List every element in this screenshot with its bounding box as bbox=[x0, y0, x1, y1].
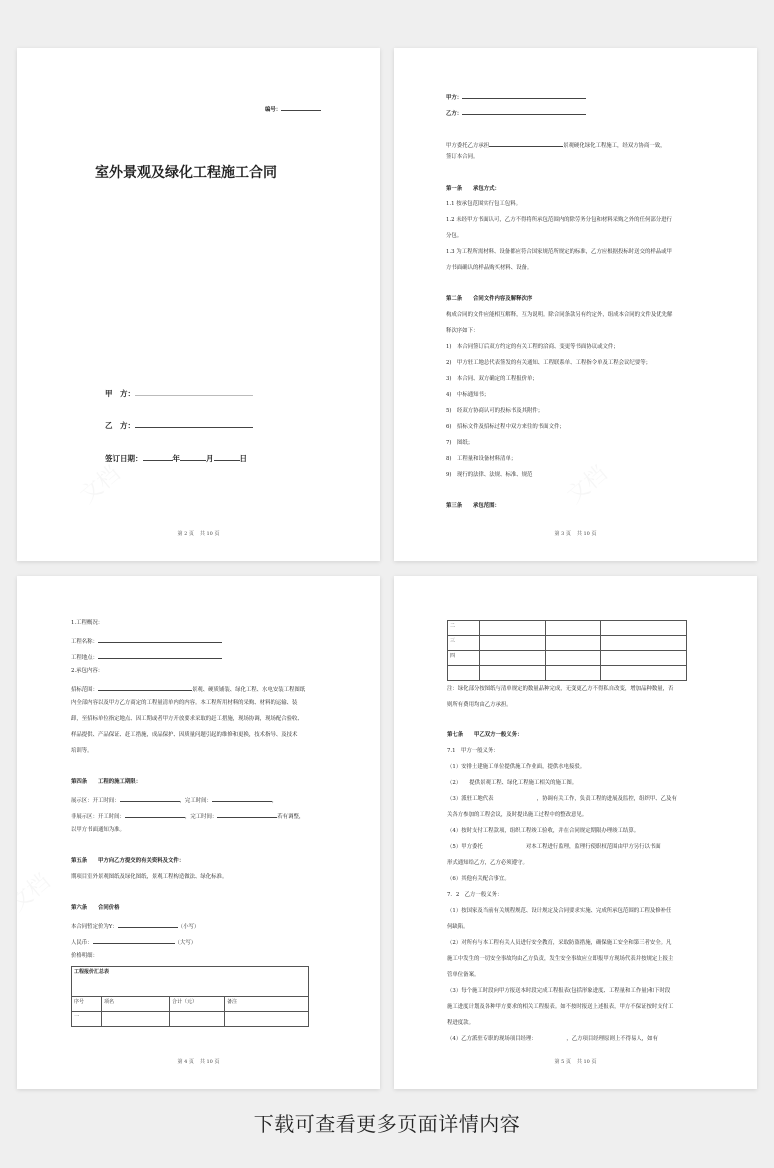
note-line: 注：绿化部分按图纸与清单规定的数量品种完成，无变更乙方不得私自改变，增加品种数量，否 bbox=[447, 686, 674, 692]
document-page-5 bbox=[394, 576, 757, 1089]
table-header-cell: 合计（元） bbox=[170, 997, 225, 1012]
obligation-line: （4）乙方派驻专职的现场项目经理： ，乙方项目经理原则上不得易人，如有 bbox=[447, 1036, 658, 1042]
page-total: 共 10 页 bbox=[199, 531, 220, 537]
article-2-item: 5) 经双方协商认可的投标书及其附件； bbox=[446, 408, 544, 414]
table-row bbox=[448, 651, 687, 666]
table-cell bbox=[170, 1012, 225, 1027]
schedule-label: 若有调整， bbox=[277, 814, 305, 820]
price-line bbox=[71, 921, 199, 931]
table-row bbox=[448, 666, 687, 681]
page-number: 第 3 页 bbox=[554, 531, 571, 537]
table-row bbox=[448, 636, 687, 651]
schedule-label: ，完工时间： bbox=[184, 814, 218, 820]
article-1-line: 1.1 按承包范围实行包工包料。 bbox=[446, 201, 521, 207]
serial-number-field bbox=[265, 104, 321, 114]
party-b-line bbox=[446, 108, 586, 118]
project-location-field bbox=[71, 652, 222, 662]
page-number: 第 4 页 bbox=[177, 1059, 194, 1065]
month-label: 月 bbox=[206, 454, 214, 463]
table-cell bbox=[225, 1012, 309, 1027]
project-name-label: 工程名称： bbox=[71, 639, 98, 645]
day-label: 日 bbox=[239, 454, 247, 463]
project-overview-heading: 1.工程概况： bbox=[71, 620, 104, 626]
table-row bbox=[448, 621, 687, 636]
page-number: 第 5 页 bbox=[554, 1059, 571, 1065]
schedule-line bbox=[71, 811, 304, 821]
party-a-line bbox=[446, 92, 586, 102]
party-b-field bbox=[105, 420, 253, 431]
obligation-line: （1）按国家及当前有关规程规范、设计规定及合同要求实施、完成所承包范围的工程及修补任 bbox=[447, 908, 672, 914]
scope-line: 样品提供、产品保证、赶工措施，成品保护、因质量问题引起的维修和更换，技术指导、及技术 bbox=[71, 732, 298, 738]
section-7-2-title: 7．2 乙方一般义务： bbox=[447, 892, 503, 898]
price-line bbox=[71, 937, 196, 947]
article-2-item: 2) 甲方驻工地总代表签发的有关通知、工程联系单、工程指令单及工程会议纪要等； bbox=[446, 360, 651, 366]
obligation-line: 施工进度计划及各种甲方要求的相关工程报表。如不按时报送上述报表，甲方不保证按时支付工 bbox=[447, 1004, 674, 1010]
article-2-line: 释次序如下： bbox=[446, 328, 479, 334]
obligation-line: （5）甲方委托 对本工程进行监理，监理行使职权范围由甲方另行以书面 bbox=[447, 844, 661, 850]
table-cell: 四 bbox=[448, 651, 480, 666]
intro-text-3: 签订本合同。 bbox=[446, 154, 479, 160]
article-1-line: 1.2 未经甲方书面认可，乙方不得将所承包范围内的除劳务分包和材料采购之外的任何部分进行 bbox=[446, 217, 672, 223]
quotation-table-continued bbox=[447, 620, 687, 681]
article-2-title: 第二条 合同文件内容及解释次序 bbox=[446, 296, 533, 302]
scope-label: 招标范围： bbox=[71, 687, 98, 693]
page-total: 共 10 页 bbox=[576, 1059, 597, 1065]
article-6-title: 第六条 合同价格 bbox=[71, 905, 120, 911]
price-unit: （小写） bbox=[177, 924, 200, 930]
obligation-line: （2）对所有与本工程有关人员进行安全教育，采取防盗措施，确保施工安全和第三者安全。凡 bbox=[447, 940, 672, 946]
project-location-label: 工程地点： bbox=[71, 655, 98, 661]
page-footer bbox=[394, 530, 757, 537]
party-a-field bbox=[105, 388, 253, 399]
note-line: 则所有费用均由乙方承担。 bbox=[447, 702, 512, 708]
schedule-label: 展示区：开工时间： bbox=[71, 798, 120, 804]
obligation-line: 施工中发生的一切安全事故均由乙方负责，发生安全事故应立即报甲方现场代表并按规定上报主 bbox=[447, 956, 674, 962]
article-4-title: 第四条 工程的施工期限： bbox=[71, 779, 142, 785]
document-page-2 bbox=[17, 48, 380, 561]
table-title: 工程报价汇总表 bbox=[72, 967, 309, 997]
serial-label: 编号： bbox=[265, 107, 282, 113]
page-total: 共 10 页 bbox=[576, 531, 597, 537]
obligation-line: （6）其他有关配合事宜。 bbox=[447, 876, 510, 882]
obligation-line: （4）按时支付工程款项，组织工程竣工验收，并在合同规定期限办理竣工结算。 bbox=[447, 828, 640, 834]
watermark bbox=[17, 865, 56, 917]
article-2-line: 构成合同的文件应能相互解释，互为说明。除合同条款另有约定外，组成本合同的文件及优先解 bbox=[446, 312, 673, 318]
watermark bbox=[559, 457, 613, 509]
scope-heading: 2.承包内容： bbox=[71, 668, 104, 674]
obligation-line: 管单位备案。 bbox=[447, 972, 480, 978]
price-label: 本合同暂定价为Y： bbox=[71, 924, 118, 930]
party-a-label: 甲 方： bbox=[105, 389, 135, 398]
schedule-label: 非展示区：开工时间： bbox=[71, 814, 125, 820]
schedule-label: ，完工时间： bbox=[179, 798, 212, 804]
obligation-line: 程进度款。 bbox=[447, 1020, 474, 1026]
party-b-label: 乙 方： bbox=[105, 421, 135, 430]
table-header-row bbox=[72, 997, 309, 1012]
article-2-item: 9) 现行的法律、法规、标准、规范 bbox=[446, 472, 533, 478]
intro-line bbox=[446, 140, 666, 150]
schedule-line: 展示区：开工时间： ，完工时间： ， bbox=[71, 795, 277, 805]
article-1-line: 1.3 为工程所需材料、设备都应符合国家规范所规定的标准，乙方应根据投标时送交的样品或甲 bbox=[446, 249, 672, 255]
article-2-item: 4) 中标通知书； bbox=[446, 392, 490, 398]
table-header-cell: 备注 bbox=[225, 997, 309, 1012]
project-name-field bbox=[71, 636, 222, 646]
watermark bbox=[72, 457, 126, 509]
document-page-3 bbox=[394, 48, 757, 561]
sign-date-field bbox=[105, 453, 247, 464]
page-number: 第 2 页 bbox=[177, 531, 194, 537]
article-1-line: 方书面确认的样品购买材料、设备。 bbox=[446, 265, 533, 271]
table-cell: 一 bbox=[72, 1012, 102, 1027]
download-more-caption[interactable]: 下载可查看更多页面详情内容 bbox=[253, 1112, 521, 1136]
price-label: 人民币： bbox=[71, 940, 93, 946]
obligation-line: （3）派驻工地代表 ，协调有关工作，负责工程的进展及监控，组织甲、乙及有 bbox=[447, 796, 677, 802]
table-cell bbox=[102, 1012, 170, 1027]
year-label: 年 bbox=[172, 454, 180, 463]
price-detail-label: 价格明细： bbox=[71, 953, 98, 959]
table-row bbox=[72, 1012, 309, 1027]
scope-line: 培训等。 bbox=[71, 748, 93, 754]
scope-text: 景观、硬质铺装、绿化工程、水电安装工程图纸 bbox=[191, 687, 306, 693]
article-7-title: 第七条 甲乙双方一般义务： bbox=[447, 732, 523, 738]
article-2-item: 8) 工程量和设备材料清单； bbox=[446, 456, 517, 462]
table-cell: 三 bbox=[448, 636, 480, 651]
table-header-cell: 项名 bbox=[102, 997, 170, 1012]
table-cell: 二 bbox=[448, 621, 480, 636]
page-footer bbox=[17, 530, 380, 537]
article-5-text: 期项目室外景观图纸及绿化图纸，景观工程构造做法、绿化标准。 bbox=[71, 874, 228, 880]
obligation-line: 何缺陷。 bbox=[447, 924, 469, 930]
party-b-label: 乙方： bbox=[446, 111, 463, 117]
page-footer bbox=[17, 1058, 380, 1065]
scope-line: 卸，至招标单位指定地点、因工期或者甲方开放要求采取的赶工措施，现场协调，现场配合验收、 bbox=[71, 716, 303, 722]
obligation-line: 关各方参加的工程会议，及时提出施工过程中的整改意见。 bbox=[447, 812, 588, 818]
section-7-1-title: 7.1 甲方一般义务： bbox=[447, 748, 499, 754]
table-cell bbox=[448, 666, 480, 681]
article-1-title: 第一条 承包方式： bbox=[446, 186, 500, 192]
obligation-line: （3）每个施工时段向甲方报送本时段完成工程报表(包括形象进度、工程量和工作量)和下时段 bbox=[447, 988, 671, 994]
quotation-table bbox=[71, 966, 309, 1027]
price-unit: （大写） bbox=[174, 940, 197, 946]
intro-text-2: 景观硬化绿化工程施工，经双方协商一致， bbox=[563, 143, 666, 149]
party-a-label: 甲方： bbox=[446, 95, 463, 101]
obligation-line: （2） 提供景观工程、绿化工程施工相关的施工图。 bbox=[447, 780, 578, 786]
obligation-line: （1）安排土建施工单位提供施工作业面，提供水电接驳。 bbox=[447, 764, 586, 770]
contract-title: 室外景观及绿化工程施工合同 bbox=[95, 165, 277, 181]
sign-date-label: 签订日期： bbox=[105, 454, 143, 463]
article-3-title: 第三条 承包范围： bbox=[446, 503, 500, 509]
table-title-row bbox=[72, 967, 309, 997]
article-2-item: 7) 图纸； bbox=[446, 440, 474, 446]
page-total: 共 10 页 bbox=[199, 1059, 220, 1065]
table-header-cell: 序号 bbox=[72, 997, 102, 1012]
article-2-item: 6) 招标文件及招标过程中双方来往的书面文件； bbox=[446, 424, 565, 430]
article-2-item: 3) 本合同、双方确定的工程报价单； bbox=[446, 376, 538, 382]
obligation-line: 形式通知给乙方，乙方必须遵守。 bbox=[447, 860, 528, 866]
schedule-note: 以甲方书面通知为准。 bbox=[71, 827, 125, 833]
article-1-line: 分包。 bbox=[446, 233, 463, 239]
article-5-title: 第五条 甲方向乙方提交的有关资料及文件： bbox=[71, 858, 185, 864]
scope-line bbox=[71, 684, 305, 694]
page-footer bbox=[394, 1058, 757, 1065]
document-page-4 bbox=[17, 576, 380, 1089]
scope-line: 内全部内容以及甲方乙方商定的工程量清单内的内容。本工程所用材料的采购、材料的运输、装 bbox=[71, 700, 298, 706]
article-2-item: 1) 本合同签订后双方约定的有关工程的洽商、变更等书面协议或文件； bbox=[446, 344, 619, 350]
intro-text-1: 甲方委托乙方承担 bbox=[446, 143, 490, 149]
